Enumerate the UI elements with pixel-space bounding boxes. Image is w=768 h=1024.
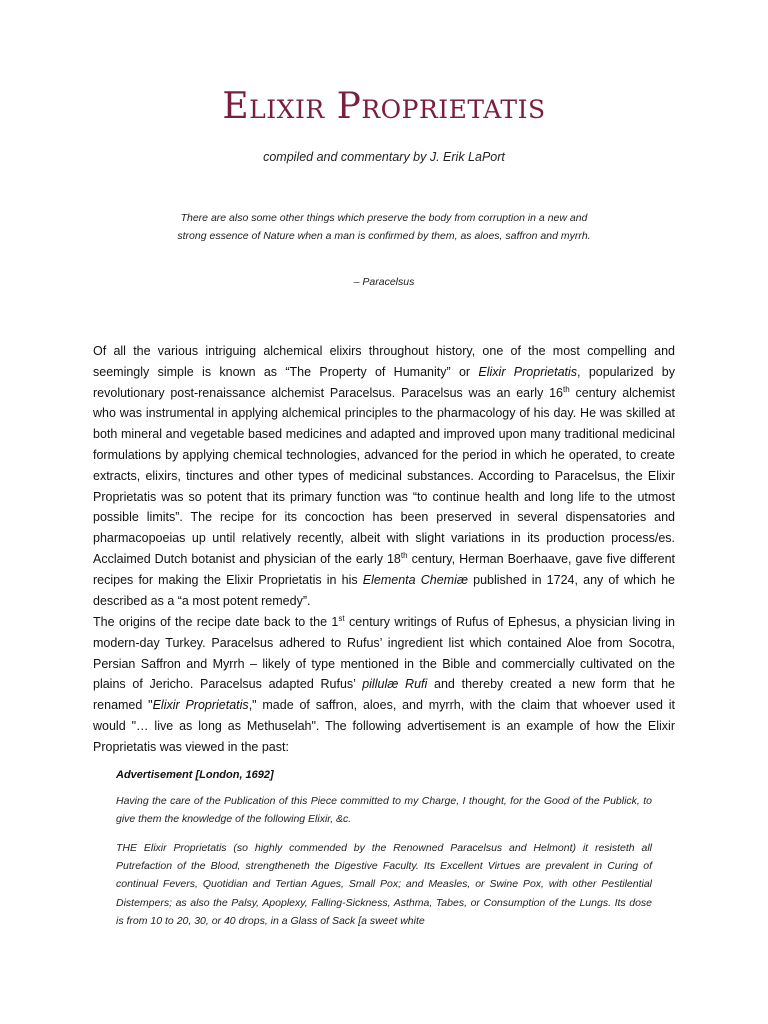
epigraph-quote: There are also some other things which preserve the body from corruption in a new and strong essence of Nature when a man is confirmed by them, as aloes, saffron and myrrh. xyxy=(177,212,591,242)
advertisement-paragraph-2: THE Elixir Proprietatis (so highly commended by the Renowned Paracelsus and Helmont) it resisteth all Putrefaction of the Blood, strengtheneth the Digestive Faculty. Its Excellent Virtues are prevalent in Curing of continual Fevers, Quotidian and Tertian Agues, Small Pox; and Measles, or Swine Pox, with other Pestilential Distempers; as also the Palsy, Apoplexy, Falling-Sickness, Asthma, Tabes, or Consumption of the Lungs. Its dose is from 10 to 20, 30, or 40 drops, in a Glass of Sack [a sweet white xyxy=(116,842,652,927)
emphasis-elixir: Elixir Proprietatis xyxy=(478,364,578,379)
emphasis-pillulae: pillulæ Rufi xyxy=(362,677,428,692)
advertisement-heading: Advertisement [London, 1692] xyxy=(116,769,274,781)
document-title: Elixir Proprietatis xyxy=(222,86,546,127)
emphasis-book-title: Elementa Chemiæ xyxy=(362,572,468,587)
emphasis-elixir-2: Elixir Proprietatis xyxy=(152,698,249,713)
author-byline: compiled and commentary by J. Erik LaPort xyxy=(263,150,505,164)
advertisement-paragraph-1: Having the care of the Publication of this Piece committed to my Charge, I thought, for the Good of the Publick, to give them the knowledge of the following Elixir, &c. xyxy=(116,795,652,826)
epigraph-attribution: – Paracelsus xyxy=(353,276,415,288)
body-paragraph-2: The origins of the recipe date back to the 1st century writings of Rufus of Ephesus, a physician living in modern-day Turkey. Paracelsus adhered to Rufus’ ingredient list which contained Aloe from Socotra, Persian Saffron and Myrrh – likely of type mentioned in the Bible and commercially cultivated on the plains of Jericho. Paracelsus adapted Rufus’ pillulæ Rufi and thereby created a new form that he renamed "Elixir Proprietatis," made of saffron, aloes, and myrrh, with the claim that whoever used it would "… live as long as Methuselah". The following advertisement is an example of how the Elixir Proprietatis was viewed in the past: xyxy=(93,613,675,754)
body-paragraph-1: Of all the various intriguing alchemical elixirs throughout history, one of the most compelling and seemingly simple is known as “The Property of Humanity” or Elixir Proprietatis, popularized by revolutionary post-renaissance alchemist Paracelsus. Paracelsus was an early 16th century alchemist who was instrumental in applying alchemical principles to the pharmacology of his day. He was skilled at both mineral and vegetable based medicines and adapted and improved upon many traditional medicinal formulations by applying chemical technologies, advanced for the period in which he operated, to create extracts, elixirs, tinctures and other types of medicinal substances. According to Paracelsus, the Elixir Proprietatis was so potent that its primary function was “to continue health and long life to the utmost possible limits”. The recipe for its concoction has been preserved in several dispensatories and pharmacopoeias up until relatively recently, albeit with slight variations in its production process/es. Acclaimed Dutch botanist and physician of the early 18th century, Herman Boerhaave, gave five different recipes for making the Elixir Proprietatis in his Elementa Chemiæ published in 1724, any of which he described as a “a most potent remedy”. xyxy=(93,344,676,608)
